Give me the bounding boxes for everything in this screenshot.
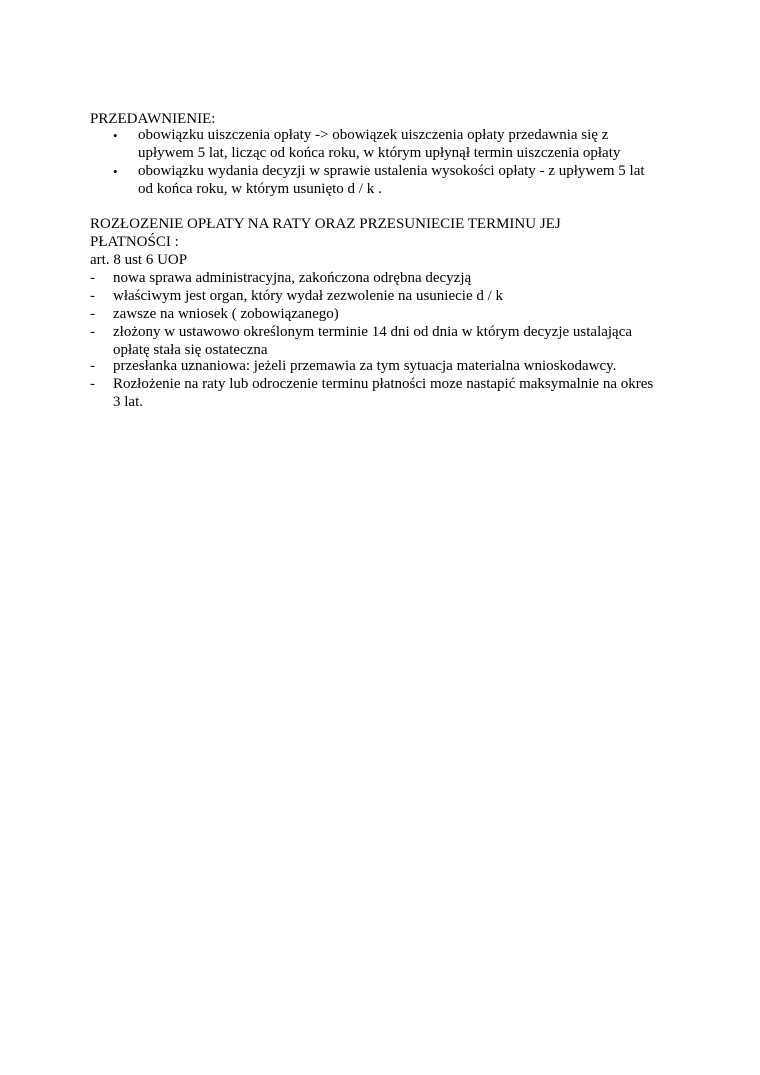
dash-item-1: nowa sprawa administracyjna, zakończona odrębna decyzją — [113, 270, 472, 286]
dash-item-3: zawsze na wniosek ( zobowiązanego) — [113, 306, 339, 322]
section-heading-rozlozenie-line-1: ROZŁOZENIE OPŁATY NA RATY ORAZ PRZESUNIECIE TERMINU JEJ — [90, 216, 561, 232]
dash-marker: - — [90, 376, 95, 392]
bullet-item-2-line-2: od końca roku, w którym usunięto d / k . — [138, 181, 382, 197]
dash-item-5: przesłanka uznaniowa: jeżeli przemawia za tym sytuacja materialna wnioskodawcy. — [113, 358, 617, 374]
bullet-marker: • — [113, 128, 118, 143]
section-heading-przedawnienie: PRZEDAWNIENIE: — [90, 111, 216, 127]
dash-marker: - — [90, 324, 95, 340]
legal-reference: art. 8 ust 6 UOP — [90, 252, 188, 268]
dash-marker: - — [90, 306, 95, 322]
dash-item-6-line-2: 3 lat. — [113, 394, 143, 410]
dash-item-4-line-2: opłatę stała się ostateczna — [113, 342, 268, 358]
bullet-item-2-line-1: obowiązku wydania decyzji w sprawie ustalenia wysokości opłaty - z upływem 5 lat — [138, 163, 645, 179]
section-heading-rozlozenie-line-2: PŁATNOŚCI : — [90, 234, 179, 250]
dash-item-2: właściwym jest organ, który wydał zezwolenie na usuniecie d / k — [113, 288, 504, 304]
bullet-item-1-line-1: obowiązku uiszczenia opłaty -> obowiązek uiszczenia opłaty przedawnia się z — [138, 127, 609, 143]
dash-marker: - — [90, 270, 95, 286]
bullet-marker: • — [113, 164, 118, 179]
bullet-item-1-line-2: upływem 5 lat, licząc od końca roku, w którym upłynął termin uiszczenia opłaty — [138, 145, 621, 161]
dash-item-4-line-1: złożony w ustawowo określonym terminie 14 dni od dnia w którym decyzje ustalająca — [113, 324, 633, 340]
dash-marker: - — [90, 358, 95, 374]
dash-marker: - — [90, 288, 95, 304]
dash-item-6-line-1: Rozłożenie na raty lub odroczenie terminu płatności moze nastapić maksymalnie na okres — [113, 376, 654, 392]
